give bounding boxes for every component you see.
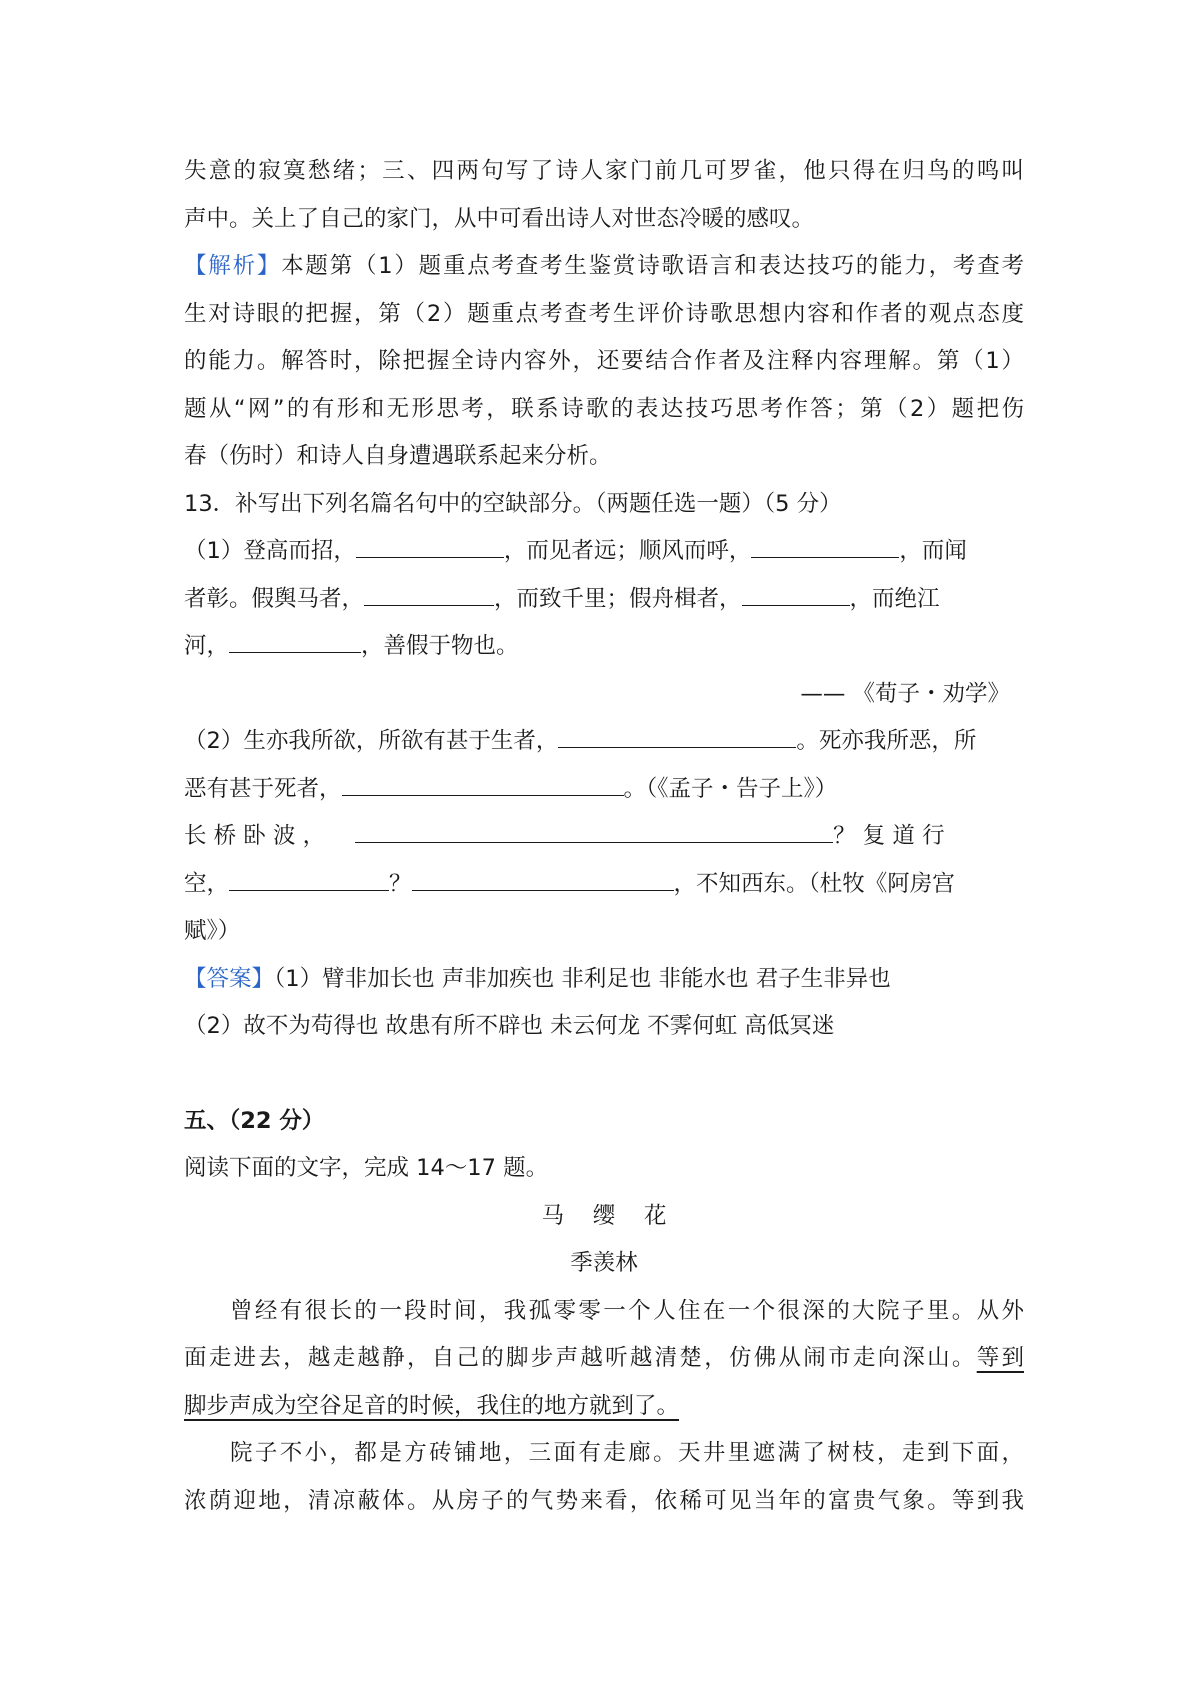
text-span: 面走进去，越走越静，自己的脚步声越听越清楚，仿佛从闹市走向深山。: [184, 1345, 977, 1371]
essay-line: 浓荫迎地，清凉蔽体。从房子的气势来看，依稀可见当年的富贵气象。等到我: [184, 1487, 1024, 1514]
essay-title: 马 缨 花: [541, 1202, 667, 1229]
text-line: 的能力。解答时，除把握全诗内容外，还要结合作者及注释内容理解。第（1）: [184, 348, 1024, 374]
answer-line: （2）故不为苟得也 故患有所不辟也 未云何龙 不霁何虹 高低冥迷: [184, 1013, 835, 1039]
text-line: 失意的寂寞愁绪；三、四两句写了诗人家门前几可罗雀，他只得在归鸟的鸣叫: [184, 158, 1024, 184]
text-line: 春（伤时）和诗人自身遭遇联系起来分析。: [184, 443, 612, 469]
essay-line: 院子不小，都是方砖铺地，三面有走廊。天井里遮满了树枝，走到下面，: [230, 1440, 1024, 1466]
text-span: （2）生亦我所欲，所欲有甚于生者，: [184, 728, 559, 754]
text-span: ？: [389, 870, 412, 897]
section-heading: 五、（22 分）: [184, 1107, 325, 1134]
fill-line: [184, 623, 1024, 671]
text-span: 。死亦我所恶，所: [796, 728, 977, 754]
text-span: 本题第（1）题重点考查考生鉴赏诗歌语言和表达技巧的能力，考查考: [281, 253, 1024, 279]
blank[interactable]: [342, 769, 624, 796]
fill-line: [184, 861, 1024, 909]
instruction: 阅读下面的文字，完成 14～17 题。: [184, 1155, 549, 1181]
answer-line: [184, 956, 1024, 1004]
text-span: 长 桥 卧 波 ，: [184, 823, 326, 849]
text-span: （1）登高而招，: [184, 538, 356, 564]
text-span: ，善假于物也。: [361, 633, 519, 659]
source-citation: —— 《荀子・劝学》: [800, 680, 1010, 707]
text-span: ，而致千里；假舟楫者，: [494, 585, 742, 612]
text-span: 恶有甚于死者，: [184, 775, 342, 802]
blank[interactable]: [751, 531, 899, 558]
text-span: 空，: [184, 870, 230, 897]
text-span: 。（《孟子・告子上》）: [623, 775, 838, 802]
essay-line: [184, 1335, 1024, 1383]
blank[interactable]: [364, 579, 494, 606]
essay-line: 曾经有很长的一段时间，我孤零零一个人住在一个很深的大院子里。从外: [230, 1297, 1024, 1324]
text-span: 者彰。假舆马者，: [184, 585, 365, 612]
text-line: 题从“网”的有形和无形思考，联系诗歌的表达技巧思考作答；第（2）题把伤: [184, 395, 1024, 422]
blank[interactable]: [412, 864, 674, 891]
text-span: ，而闻: [899, 538, 967, 564]
fill-line: [184, 766, 1024, 814]
fill-line: [184, 813, 1024, 861]
text-span: （1）臂非加长也 声非加疾也 非利足也 非能水也 君子生非异也: [274, 965, 891, 992]
text-span: ？ 复 道 行: [833, 823, 945, 849]
text-line: 赋》）: [184, 918, 241, 944]
underlined-text: 脚步声成为空谷足音的时候，我住的地方就到了。: [184, 1392, 680, 1419]
essay-author: 季羡林: [570, 1250, 638, 1276]
analysis-tag: 【解析】: [184, 253, 282, 279]
question-13-stem: 13．补写出下列名篇名句中的空缺部分。（两题任选一题）（5 分）: [184, 490, 842, 517]
fill-line: [184, 576, 1024, 624]
answer-tag: 【答案】: [184, 965, 275, 992]
analysis-line: [184, 243, 1024, 291]
text-line: 声中。关上了自己的家门，从中可看出诗人对世态冷暖的感叹。: [184, 205, 815, 232]
blank[interactable]: [742, 579, 850, 606]
blank[interactable]: [558, 721, 796, 748]
essay-line: [184, 1383, 1024, 1431]
blank[interactable]: [229, 626, 361, 653]
fill-line: [184, 528, 1024, 576]
document-page: [184, 148, 1024, 1525]
fill-line: [184, 718, 1024, 766]
underlined-text: 等到: [976, 1345, 1024, 1371]
text-span: 河，: [184, 633, 230, 659]
text-span: ，不知西东。（杜牧《阿房宫: [673, 870, 955, 897]
blank[interactable]: [355, 816, 833, 843]
text-line: 生对诗眼的把握，第（2）题重点考查考生评价诗歌思想内容和作者的观点态度: [184, 300, 1024, 327]
text-span: ，而见者远；顺风而呼，: [503, 538, 752, 564]
blank[interactable]: [356, 531, 504, 558]
text-span: ，而绝江: [849, 585, 940, 612]
blank[interactable]: [229, 864, 389, 891]
